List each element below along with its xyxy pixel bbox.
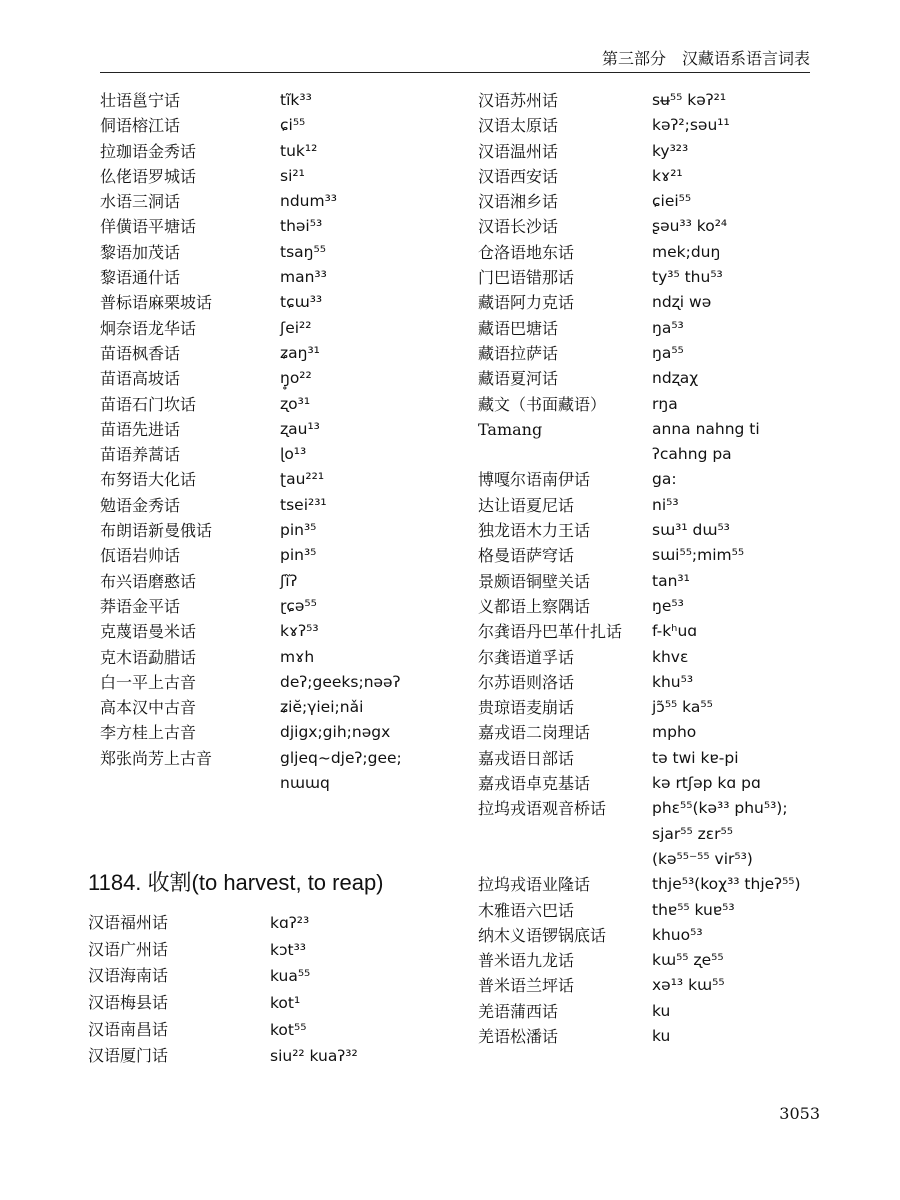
word-entry xyxy=(478,240,838,265)
word-entry xyxy=(478,569,838,594)
language-name: 木雅语六巴话 xyxy=(478,900,575,920)
language-name: 贵琼语麦崩话 xyxy=(478,698,575,718)
word-form: kɤʔ⁵³ xyxy=(280,622,319,641)
word-entry xyxy=(100,164,460,189)
word-form: f-kʰuɑ xyxy=(652,622,698,641)
word-entry xyxy=(478,88,838,113)
language-name: 普标语麻栗坡话 xyxy=(100,293,213,313)
word-form: ʐau¹³ xyxy=(280,419,320,438)
language-name: 汉语广州话 xyxy=(88,939,169,959)
language-name: 义都语上察隅话 xyxy=(478,596,591,616)
word-entry xyxy=(478,720,838,745)
word-form: ga: xyxy=(652,470,677,489)
word-form: ky³²³ xyxy=(652,141,689,160)
word-entry xyxy=(100,392,460,417)
word-form: ʑiĕ;γiei;nǎi xyxy=(280,698,364,717)
word-form: phɛ⁵⁵(kə³³ phu⁵³); xyxy=(652,799,788,818)
section-entries xyxy=(88,910,448,1070)
language-name: 苗语高坡话 xyxy=(100,369,181,389)
word-form: ŋ̥o²² xyxy=(280,369,312,388)
word-form: ʃei²² xyxy=(280,318,312,337)
word-entry xyxy=(478,796,838,821)
word-entry xyxy=(478,189,838,214)
word-entry xyxy=(100,569,460,594)
word-form: khuo⁵³ xyxy=(652,925,703,944)
word-form: tĩk³³ xyxy=(280,91,312,109)
language-name: 藏语巴塘话 xyxy=(478,318,559,338)
word-form: khu⁵³ xyxy=(652,672,694,691)
language-name: 藏语拉萨话 xyxy=(478,343,559,363)
word-entry xyxy=(88,1017,448,1044)
word-form: kɑʔ²³ xyxy=(270,914,310,932)
word-form: kua⁵⁵ xyxy=(270,967,311,986)
language-name: 达让语夏尼话 xyxy=(478,495,575,515)
word-form: tɕɯ³³ xyxy=(280,293,323,312)
word-entry xyxy=(100,543,460,568)
word-entry xyxy=(100,189,460,214)
word-entry xyxy=(478,316,838,341)
word-entry xyxy=(478,898,838,923)
word-entry xyxy=(478,392,838,417)
word-entry xyxy=(478,619,838,644)
word-form: ʂəu³³ ko²⁴ xyxy=(652,217,728,236)
language-name: 苗语石门坎话 xyxy=(100,394,197,414)
word-entry xyxy=(100,467,460,492)
word-entry xyxy=(478,214,838,239)
word-entry xyxy=(478,670,838,695)
word-form: kot⁵⁵ xyxy=(270,1020,307,1039)
word-form: kɯ⁵⁵ ʐe⁵⁵ xyxy=(652,951,724,970)
word-form: ʃĩʔ xyxy=(280,571,298,590)
word-form: tsei²³¹ xyxy=(280,495,327,514)
word-form: siu²² kuaʔ³² xyxy=(270,1047,358,1066)
word-form: ndʐaχ xyxy=(652,369,699,388)
word-form: pin³⁵ xyxy=(280,546,317,565)
word-entry xyxy=(100,493,460,518)
word-form: ndʐi wə xyxy=(652,293,712,312)
word-form: khvɛ xyxy=(652,647,689,666)
language-name: 汉语太原话 xyxy=(478,116,559,136)
word-entry xyxy=(100,594,460,619)
word-entry xyxy=(88,990,448,1017)
word-entry xyxy=(478,948,838,973)
word-entry xyxy=(100,746,460,771)
word-entry xyxy=(478,973,838,998)
running-header xyxy=(100,48,810,73)
language-name: 拉坞戎语业隆话 xyxy=(478,875,591,895)
word-form: ʔcahng pa xyxy=(652,445,732,464)
language-name: 李方桂上古音 xyxy=(100,723,197,743)
language-name: 纳木义语锣锅底话 xyxy=(478,925,607,945)
language-name: 郑张尚芳上古音 xyxy=(100,748,213,768)
word-entry xyxy=(478,164,838,189)
word-entry xyxy=(100,366,460,391)
language-name: 拉珈语金秀话 xyxy=(100,141,197,161)
word-form: ɕiei⁵⁵ xyxy=(652,192,692,211)
language-name: 黎语通什话 xyxy=(100,268,181,288)
word-form: jɔ̃⁵⁵ ka⁵⁵ xyxy=(652,698,713,717)
word-entry xyxy=(478,290,838,315)
language-name: 门巴语错那话 xyxy=(478,268,575,288)
language-name: 苗语先进话 xyxy=(100,419,181,439)
word-entry xyxy=(100,265,460,290)
word-entry xyxy=(88,937,448,964)
word-form: ʑaŋ³¹ xyxy=(280,343,320,362)
language-name: 汉语南昌话 xyxy=(88,1019,169,1039)
word-form: man³³ xyxy=(280,268,327,287)
language-name: 水语三洞话 xyxy=(100,192,181,212)
word-entry xyxy=(478,923,838,948)
word-entry xyxy=(100,113,460,138)
word-entry xyxy=(100,139,460,164)
word-form: ŋa⁵³ xyxy=(652,318,684,337)
word-entry xyxy=(478,594,838,619)
word-form: thəi⁵³ xyxy=(280,217,323,236)
word-entry xyxy=(100,341,460,366)
language-name: 苗语枫香话 xyxy=(100,343,181,363)
language-name: 汉语海南话 xyxy=(88,966,169,986)
word-entry xyxy=(100,240,460,265)
word-entry xyxy=(478,695,838,720)
word-form: sjar⁵⁵ zɛr⁵⁵ xyxy=(652,824,733,843)
word-form: anna nahng ti xyxy=(652,419,760,438)
word-form: (kə⁵⁵⁻⁵⁵ vir⁵³) xyxy=(652,849,753,868)
word-entry xyxy=(478,366,838,391)
word-entry xyxy=(478,518,838,543)
language-name: 佯僙语平塘话 xyxy=(100,217,197,237)
language-name: 汉语温州话 xyxy=(478,141,559,161)
word-entry xyxy=(478,493,838,518)
language-name: 仓洛语地东话 xyxy=(478,242,575,262)
language-name: 炯奈语龙华话 xyxy=(100,318,197,338)
word-form: thje⁵³(koχ³³ thjeʔ⁵⁵) xyxy=(652,875,801,894)
word-entry xyxy=(478,645,838,670)
language-name: 独龙语木力王话 xyxy=(478,521,591,541)
word-form: thɐ⁵⁵ kuɐ⁵³ xyxy=(652,900,735,919)
word-form: sɯ³¹ dɯ⁵³ xyxy=(652,521,730,540)
language-name: 白一平上古音 xyxy=(100,672,197,692)
language-name: 壮语邕宁话 xyxy=(100,91,181,110)
language-name: 克蔑语曼米话 xyxy=(100,622,197,642)
language-name: 汉语湘乡话 xyxy=(478,192,559,212)
language-name: 苗语养蒿话 xyxy=(100,445,181,465)
word-entry xyxy=(478,265,838,290)
word-entry xyxy=(100,619,460,644)
language-name: 侗语榕江话 xyxy=(100,116,181,136)
language-name: 景颇语铜壁关话 xyxy=(478,571,591,591)
word-entry xyxy=(100,518,460,543)
word-form: xə¹³ kɯ⁵⁵ xyxy=(652,976,725,995)
language-name: Tamang xyxy=(478,419,543,439)
word-entry xyxy=(478,999,838,1024)
word-form: sʉ⁵⁵ kəʔ²¹ xyxy=(652,91,727,109)
language-name: 格曼语萨穹话 xyxy=(478,546,575,566)
language-name: 汉语苏州话 xyxy=(478,91,559,110)
language-name: 汉语梅县话 xyxy=(88,993,169,1013)
word-entry xyxy=(100,442,460,467)
word-form: kə rtʃəp kɑ pɑ xyxy=(652,774,761,793)
word-form: ty³⁵ thu⁵³ xyxy=(652,268,723,287)
word-form: rŋa xyxy=(652,394,678,413)
word-form: mpho xyxy=(652,723,697,742)
language-name: 克木语勐腊话 xyxy=(100,647,197,667)
word-entry xyxy=(100,771,460,796)
word-entry xyxy=(100,417,460,442)
word-entry xyxy=(478,771,838,796)
language-name: 普米语九龙话 xyxy=(478,951,575,971)
language-name: 藏文（书面藏语） xyxy=(478,394,607,414)
word-form: ku xyxy=(652,1026,671,1045)
language-name: 藏语夏河话 xyxy=(478,369,559,389)
language-name: 布兴语磨憨话 xyxy=(100,571,197,591)
language-name: 汉语西安话 xyxy=(478,166,559,186)
word-form: ŋa⁵⁵ xyxy=(652,343,684,362)
language-name: 高本汉中古音 xyxy=(100,698,197,718)
word-form: tə twi kɐ-pi xyxy=(652,748,739,767)
word-form: tan³¹ xyxy=(652,571,690,590)
language-name: 藏语阿力克话 xyxy=(478,293,575,313)
language-name: 布努语大化话 xyxy=(100,470,197,490)
word-form: tuk¹² xyxy=(280,141,318,160)
language-name: 仫佬语罗城话 xyxy=(100,166,197,186)
word-entry xyxy=(100,214,460,239)
language-name: 佤语岩帅话 xyxy=(100,546,181,566)
language-name: 嘉戎语二岗理话 xyxy=(478,723,591,743)
word-form: kɔt³³ xyxy=(270,940,306,959)
word-entry xyxy=(100,695,460,720)
language-name: 拉坞戎语观音桥话 xyxy=(478,799,607,819)
word-entry xyxy=(478,1024,838,1049)
word-entry xyxy=(100,720,460,745)
language-name: 嘉戎语日部话 xyxy=(478,748,575,768)
word-form: ɽɕə⁵⁵ xyxy=(280,596,317,615)
word-form: ŋe⁵³ xyxy=(652,596,684,615)
word-form: ʈau²²¹ xyxy=(280,470,325,489)
language-name: 嘉戎语卓克基话 xyxy=(478,774,591,794)
word-entry xyxy=(478,113,838,138)
word-form: kot¹ xyxy=(270,994,301,1013)
word-form: mek;duŋ xyxy=(652,242,721,261)
language-name: 普米语兰坪话 xyxy=(478,976,575,996)
word-entry xyxy=(478,341,838,366)
page-number: 3053 xyxy=(779,1104,820,1123)
word-entry xyxy=(100,290,460,315)
language-name: 尔苏语则洛话 xyxy=(478,672,575,692)
word-form: pin³⁵ xyxy=(280,521,317,540)
word-entry xyxy=(478,872,838,897)
word-form: kɤ²¹ xyxy=(652,166,683,185)
word-form: ni⁵³ xyxy=(652,495,679,514)
word-form: gljeq~djeʔ;gee; xyxy=(280,748,402,767)
word-entry xyxy=(478,139,838,164)
word-entry xyxy=(100,645,460,670)
language-name: 勉语金秀话 xyxy=(100,495,181,515)
word-form: ɕi⁵⁵ xyxy=(280,116,306,135)
word-form: nɯɯq xyxy=(280,774,330,793)
word-form: kəʔ²;səu¹¹ xyxy=(652,116,730,135)
word-entry xyxy=(478,822,838,847)
language-name: 博嘎尔语南伊话 xyxy=(478,470,591,490)
language-name: 汉语长沙话 xyxy=(478,217,559,237)
language-name: 尔龚语道孚话 xyxy=(478,647,575,667)
language-name: 黎语加茂话 xyxy=(100,242,181,262)
word-form: ʐo³¹ xyxy=(280,394,311,413)
language-name: 莽语金平话 xyxy=(100,596,181,616)
section-title: 1184. 收割(to harvest, to reap) xyxy=(88,870,384,895)
left-column xyxy=(100,88,460,796)
word-form: deʔ;geeks;nəəʔ xyxy=(280,672,401,691)
header-text: 第三部分 汉藏语系语言词表 xyxy=(601,49,810,68)
word-form: sɯi⁵⁵;mim⁵⁵ xyxy=(652,546,745,565)
word-entry xyxy=(88,910,448,937)
language-name: 羌语蒲西话 xyxy=(478,1001,559,1021)
language-name: 汉语厦门话 xyxy=(88,1046,169,1066)
word-entry xyxy=(478,543,838,568)
word-form: ku xyxy=(652,1001,671,1020)
word-entry xyxy=(478,467,838,492)
word-entry xyxy=(100,88,460,113)
word-entry xyxy=(100,670,460,695)
word-form: ɭo¹³ xyxy=(280,445,307,464)
word-entry xyxy=(478,442,838,467)
word-form: mɤh xyxy=(280,647,315,666)
language-name: 羌语松潘话 xyxy=(478,1026,559,1046)
word-entry xyxy=(88,963,448,990)
language-name: 汉语福州话 xyxy=(88,913,169,932)
language-name: 尔龚语丹巴革什扎话 xyxy=(478,622,623,642)
word-entry xyxy=(88,1043,448,1070)
word-entry xyxy=(478,746,838,771)
word-form: tsaŋ⁵⁵ xyxy=(280,242,326,261)
right-column xyxy=(478,88,838,1049)
word-entry xyxy=(478,847,838,872)
word-entry xyxy=(100,316,460,341)
word-entry xyxy=(478,417,838,442)
word-form: si²¹ xyxy=(280,166,305,185)
word-form: djigx;gih;nəgx xyxy=(280,723,391,742)
language-name: 布朗语新曼俄话 xyxy=(100,521,213,541)
word-form: ndum³³ xyxy=(280,192,338,211)
